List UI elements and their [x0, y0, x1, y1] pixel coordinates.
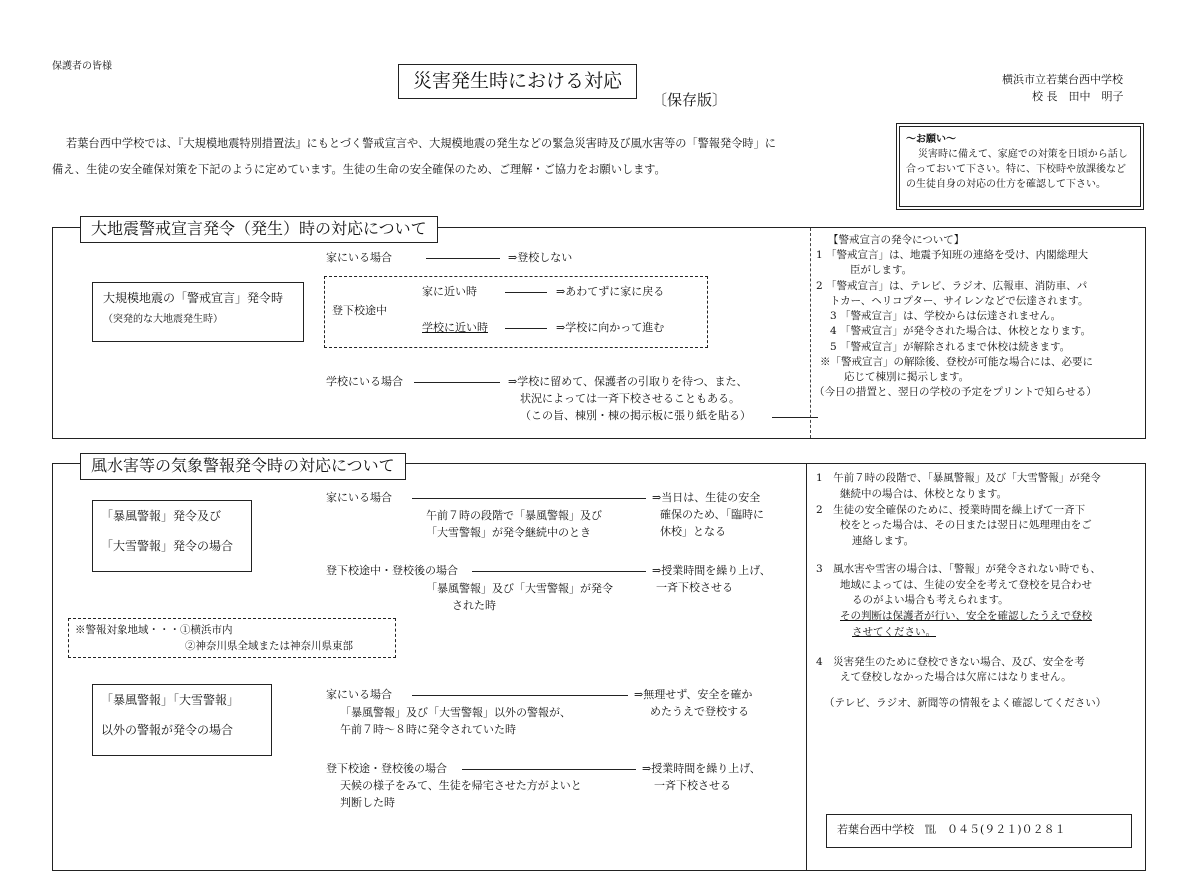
storm-note: るのがよい場合も考えられます。 [852, 594, 1009, 607]
storm-condition-box-2 [92, 684, 272, 756]
earthquake-condition-box [92, 282, 304, 342]
storm-commute-1: 登下校途中・登校後の場合 [326, 564, 458, 577]
eq-near-school-result: ⇒学校に向かって進む [556, 321, 665, 334]
request-title: ～お願い～ [906, 134, 956, 145]
connector-line [505, 292, 547, 293]
storm-home-1-result-1: ⇒当日は、生徒の安全 [652, 491, 761, 504]
earthquake-condition-line-2: （突発的な大地震発生時） [103, 313, 223, 325]
eq-commuting: 登下校途中 [332, 304, 387, 317]
storm-home-2: 家にいる場合 [326, 688, 392, 701]
request-line: 災害時に備えて、家庭での対策を日頃から話し [918, 149, 1128, 160]
storm-note: 地域によっては、生徒の安全を考えて登校を見合わせ [840, 578, 1092, 591]
storm-home-2-note-2: 午前７時～８時に発令されていた時 [340, 723, 516, 736]
warning-area-line-1: ※警報対象地域・・・①横浜市内 [75, 624, 233, 636]
storm-note: 校をとった場合は、その日または翌日に処理理由をご [840, 519, 1092, 532]
earthquake-notes [816, 233, 1097, 400]
earthquake-section-title: 大地震警戒宣言発令（発生）時の対応について [80, 216, 438, 243]
storm-note: 1 午前７時の段階で、「暴風警報」及び「大雪警報」が発令 [816, 472, 1101, 484]
principal-name: 校 長 田中 明子 [1032, 90, 1124, 103]
intro-line-1: 若葉台西中学校では、『大規模地震特別措置法』にもとづく警戒宣言や、大規模地震の発生などの緊急災害時及び風水害等の「警報発令時」に [66, 137, 776, 150]
connector-line [412, 695, 628, 696]
storm-home-1: 家にいる場合 [326, 491, 392, 504]
storm-note: えて登校しなかった場合は欠席にはなりません。 [840, 671, 1072, 684]
storm-commute-2-result-1: ⇒授業時間を繰り上げ、 [642, 762, 761, 775]
section-divider [810, 228, 811, 438]
storm-home-1-result-2: 確保のため、「臨時に [660, 508, 765, 521]
storm-home-1-result-3: 休校」となる [660, 525, 726, 538]
storm-commute-1-result-1: ⇒授業時間を繰り上げ、 [652, 564, 771, 577]
eq-at-home-result: ⇒登校しない [508, 251, 573, 264]
eq-at-home: 家にいる場合 [326, 251, 392, 264]
connector-line [412, 498, 646, 499]
storm-commute-1-result-2: 一斉下校させる [656, 581, 733, 594]
storm-note: 継続中の場合は、休校となります。 [840, 487, 1008, 500]
storm-commute-1-note-1: 「暴風警報」及び「大雪警報」が発令 [426, 582, 613, 595]
eq-note: 臣がします。 [850, 264, 913, 277]
storm-home-1-note-2: 「大雪警報」が発令継続中のとき [426, 526, 591, 539]
storm-home-1-note-1: 午前７時の段階で「暴風警報」及び [426, 509, 602, 522]
connector-line [414, 382, 500, 383]
connector-line [462, 769, 636, 770]
eq-note: 4 「警戒宣言」が発令された場合は、休校となります。 [830, 325, 1092, 338]
storm-condition-box-1 [92, 500, 252, 572]
storm-commute-2-note-2: 判断した時 [340, 796, 395, 809]
storm-cond2-line-1: 「暴風警報」「大雪警報」 [101, 693, 240, 707]
warning-area-box [68, 618, 396, 658]
storm-commute-2-result-2: 一斉下校させる [654, 779, 731, 792]
section-divider [806, 464, 807, 870]
request-line: 合っておいて下さい。特に、下校時や放課後など [906, 164, 1126, 175]
eq-note: 5 「警戒宣言」が解除されるまで休校は続きます。 [830, 340, 1071, 353]
storm-commute-2-note-1: 天候の様子をみて、生徒を帰宅させた方がよいと [340, 779, 582, 792]
eq-note: トカー、ヘリコプター、サイレンなどで伝達されます。 [830, 294, 1089, 307]
storm-cond1-line-2: 「大雪警報」発令の場合 [101, 538, 234, 553]
storm-section-title: 風水害等の気象警報発令時の対応について [80, 453, 406, 480]
warning-area-line-2: ②神奈川県全域または神奈川県東部 [185, 639, 353, 652]
document-title: 災害発生時における対応 [398, 64, 637, 99]
contact-phone: 若葉台西中学校 ℡ ０４５(９２１)０２８１ [837, 823, 1066, 836]
connector-line [505, 328, 547, 329]
eq-note: 応じて棟別に掲示します。 [844, 370, 970, 383]
connector-line [472, 571, 646, 572]
connector-line [426, 258, 500, 259]
eq-near-school: 学校に近い時 [422, 321, 488, 334]
request-box [896, 123, 1144, 210]
eq-note: ※「警戒宣言」の解除後、登校が可能な場合には、必要に [820, 355, 1093, 368]
eq-at-school: 学校にいる場合 [326, 375, 403, 388]
eq-near-home-result: ⇒あわてずに家に戻る [556, 285, 665, 298]
storm-note: 2 生徒の安全確保のために、授業時間を繰上げて一斉下 [816, 503, 1086, 516]
eq-at-school-result-1: ⇒学校に留めて、保護者の引取りを待つ、また、 [508, 375, 748, 388]
storm-note: その判断は保護者が行い、安全を確認したうえで登校 [840, 610, 1092, 622]
storm-home-2-result-1: ⇒無理せず、安全を確か [634, 688, 753, 701]
eq-note: （今日の措置と、翌日の学校の予定をプリントで知らせる） [814, 386, 1097, 399]
eq-notes-title: 【警戒宣言の発令について】 [828, 234, 965, 246]
eq-note: 1 「警戒宣言」は、地震予知班の連絡を受け、内閣総理大 [816, 249, 1089, 262]
storm-note: 連絡します。 [852, 535, 915, 547]
storm-note: 4 災害発生のために登校できない場合、及び、安全を考 [816, 655, 1085, 668]
storm-commute-2: 登下校途・登校後の場合 [326, 762, 447, 775]
storm-note: させてください。 [852, 625, 936, 638]
eq-near-home: 家に近い時 [422, 285, 477, 298]
eq-note: 2 「警戒宣言」は、テレビ、ラジオ、広報車、消防車、パ [816, 279, 1088, 292]
storm-note: （テレビ、ラジオ、新聞等の情報をよく確認してください） [824, 697, 1107, 709]
storm-cond1-line-1: 「暴風警報」発令及び [101, 509, 222, 523]
eq-at-school-result-3: （この旨、棟別・棟の掲示板に張り紙を貼る） [520, 409, 751, 422]
storm-note: 3 風水害や雪害の場合は、「警報」が発令されない時でも、 [816, 562, 1101, 575]
connector-line [772, 417, 818, 418]
intro-line-2: 備え、生徒の安全確保対策を下記のように定めています。生徒の生命の安全確保のため、ご理解・ご協力をお願いします。 [52, 163, 666, 176]
eq-note: 3 「警戒宣言」は、学校からは伝達されません。 [830, 310, 1062, 323]
storm-commute-1-note-2: された時 [452, 599, 496, 612]
contact-box [826, 814, 1132, 848]
storm-home-2-note-1: 「暴風警報」及び「大雪警報」以外の警報が、 [340, 706, 571, 719]
edition-label: 〔保存版〕 [652, 91, 728, 109]
school-name: 横浜市立若葉台西中学校 [1002, 73, 1123, 86]
eq-at-school-result-2: 状況によっては一斉下校させることもある。 [520, 392, 740, 405]
greeting: 保護者の皆様 [52, 61, 112, 72]
earthquake-condition-line-1: 大規模地震の「警戒宣言」発令時 [103, 291, 284, 305]
storm-cond2-line-2: 以外の警報が発令の場合 [101, 722, 234, 737]
storm-notes [816, 471, 1106, 712]
request-line: の生徒自身の対応の仕方を確認して下さい。 [906, 179, 1106, 190]
storm-home-2-result-2: めたうえで登校する [650, 705, 749, 718]
